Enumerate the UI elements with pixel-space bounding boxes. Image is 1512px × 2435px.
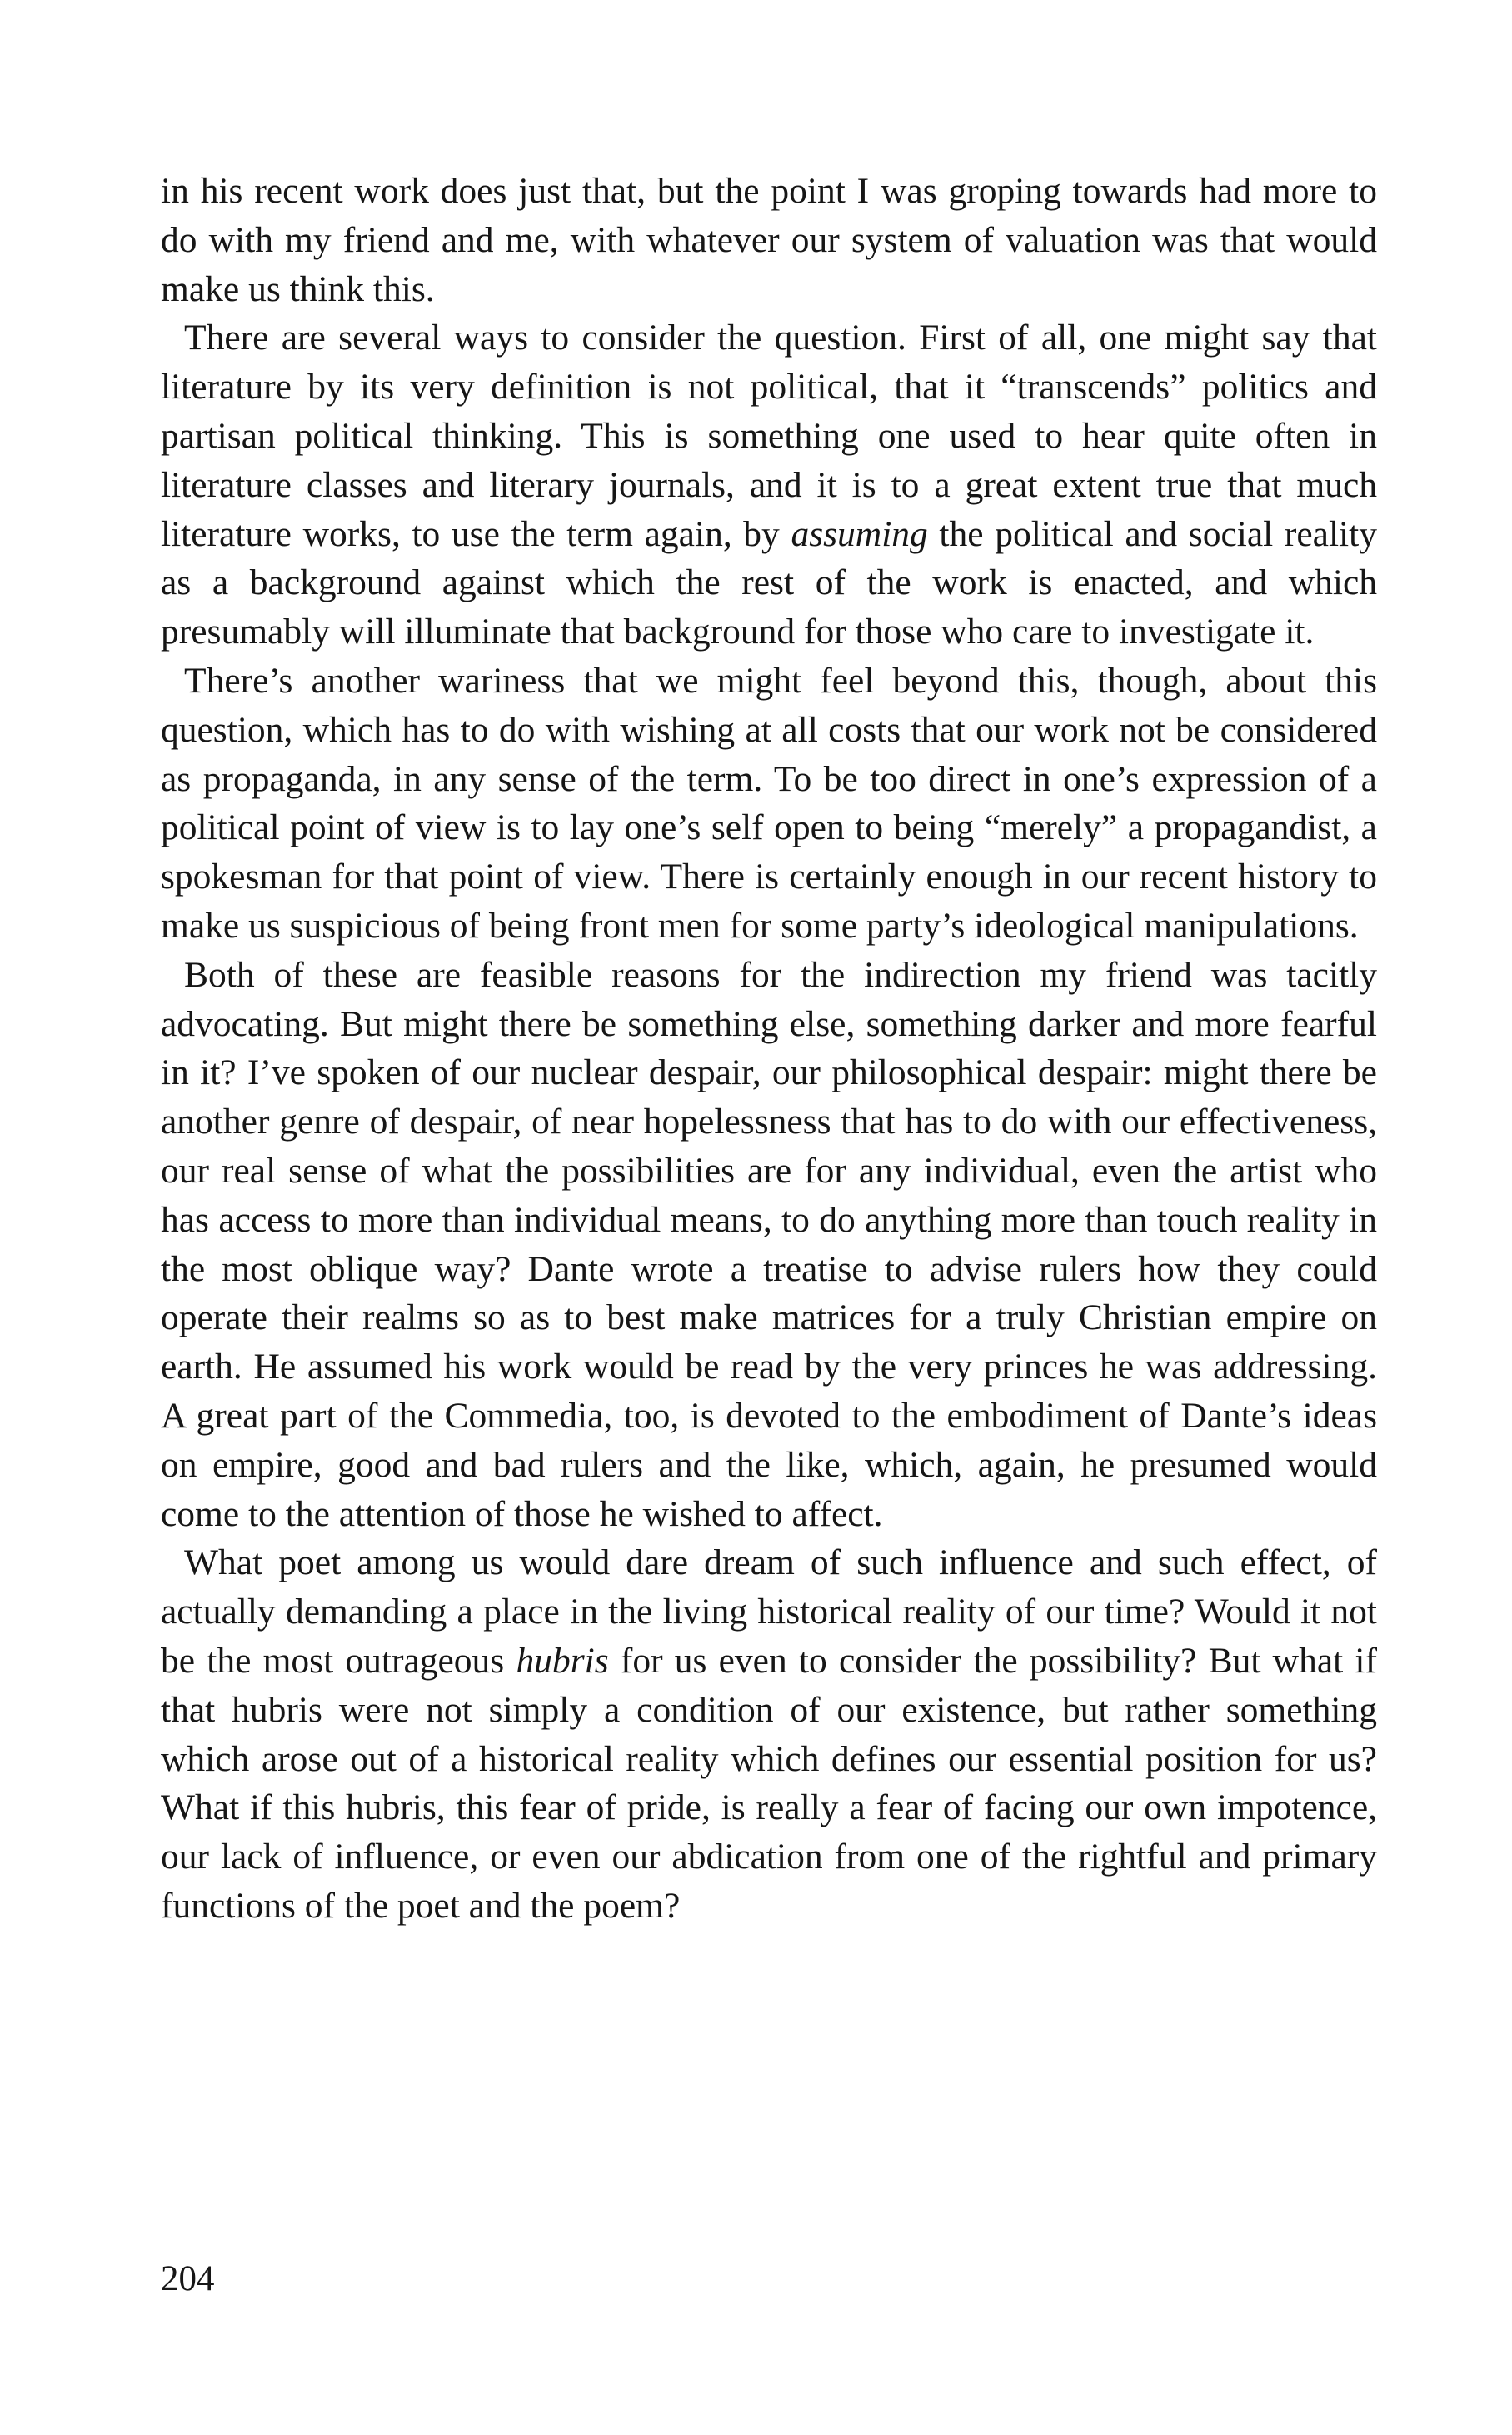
text-run: What poet among us would dare dream of such influence and such effect, of actually demanding a place in the living historical reality of our time? Would it not be the most outrageous (161, 1542, 1377, 1681)
italic-text-run: hubris (516, 1640, 609, 1681)
text-run: Both of these are feasible reasons for the indirection my friend was tacitly advocating. But might there be something else, something darker and more fearful in it? I’ve spoken of our nuclear despair, our philosophical despair: might there be another genre of despair, of near hopelessness that has to do with our effectiveness, our real sense of what the possibilities are for any individual, even the artist who has access to more than individual means, to do anything more than touch reality in the most oblique way? Dante wrote a treatise to advise rulers how they could operate their realms so as to best make matrices for a truly Christian empire on earth. He assumed his work would be read by the very princes he was addressing. A great part of the Commedia, too, is devoted to the embodiment of Dante’s ideas on empire, good and bad rulers and the like, which, again, he presumed would come to the attention of those he wished to affect. (161, 954, 1377, 1534)
text-run: There are several ways to consider the question. First of all, one might say that literature by its very definition is not political, that it “transcends” politics and partisan political thinking. This is something one used to hear quite often in literature classes and literary journals, and it is to a great extent true that much literature works, to use the term again, by (161, 318, 1377, 554)
paragraph (161, 1538, 1377, 1930)
text-run: There’s another wariness that we might feel beyond this, though, about this question, which has to do with wishing at all costs that our work not be considered as propaganda, in any sense of the term. To be too direct in one’s expression of a political point of view is to lay one’s self open to being “merely” a propagandist, a spokesman for that point of view. There is certainly enough in our recent history to make us suspicious of being front men for some party’s ideological manipulations. (161, 660, 1377, 946)
text-run: the political and social reality as a background against which the rest of the work is enacted, and which presumably will illuminate that background for those who care to investigate it. (161, 513, 1377, 652)
text-run: in his recent work does just that, but the point I was groping towards had more to do with my friend and me, with whatever our system of valuation was that would make us think this. (161, 171, 1377, 309)
paragraph (161, 951, 1377, 1539)
paragraph (161, 313, 1377, 657)
paragraph (161, 657, 1377, 951)
paragraph (161, 167, 1377, 313)
page-number: 204 (161, 2259, 215, 2298)
body-text (161, 167, 1377, 1931)
text-run: for us even to consider the possibility? But what if that hubris were not simply a condition of our existence, but rather something which arose out of a historical reality which defines our essential position for us? What if this hubris, this fear of pride, is really a fear of facing our own impotence, our lack of influence, or even our abdication from one of the rightful and primary functions of the poet and the poem? (161, 1640, 1377, 1926)
italic-text-run: assuming (791, 513, 928, 554)
